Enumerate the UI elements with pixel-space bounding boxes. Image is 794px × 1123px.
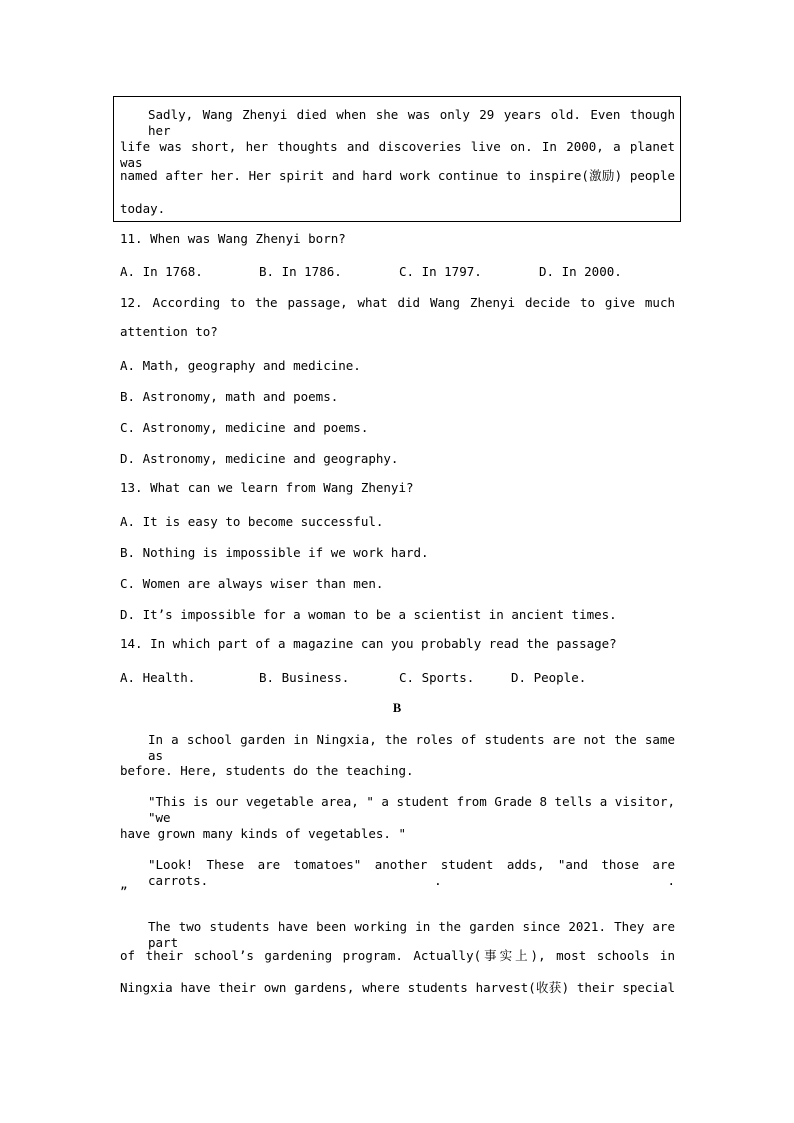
question-14: 14. In which part of a magazine can you probably read the passage? — [120, 636, 617, 651]
q14-option-c: C. Sports. — [399, 670, 475, 685]
b-p4-line-1: The two students have been working in the garden since 2021. They are part — [148, 919, 675, 950]
b-p2-line-1: "This is our vegetable area, " a student from Grade 8 tells a visitor, "we — [148, 794, 675, 825]
q12-option-a: A. Math, geography and medicine. — [120, 358, 361, 373]
b-p1-line-1: In a school garden in Ningxia, the roles of students are not the same as — [148, 732, 675, 763]
q12-option-d: D. Astronomy, medicine and geography. — [120, 451, 399, 466]
b-p1-line-2: before. Here, students do the teaching. — [120, 763, 414, 778]
q11-option-c: C. In 1797. — [399, 264, 482, 279]
question-12-line-2: attention to? — [120, 324, 218, 339]
q13-option-d: D. It’s impossible for a woman to be a scientist in ancient times. — [120, 607, 617, 622]
b-p4-line-3: Ningxia have their own gardens, where students harvest(收获) their special — [120, 980, 675, 995]
b-p3-line-1: "Look! These are tomatoes" another student adds, "and those are carrots. . . — [148, 857, 675, 888]
q12-option-c: C. Astronomy, medicine and poems. — [120, 420, 369, 435]
q14-option-a: A. Health. — [120, 670, 196, 685]
box-line-3: named after her. Her spirit and hard work continue to inspire(激励) people — [120, 168, 675, 183]
b-p3-line-2: ” — [120, 884, 128, 899]
q11-option-d: D. In 2000. — [539, 264, 622, 279]
box-line-4: today. — [120, 201, 166, 216]
section-heading: B — [392, 701, 402, 715]
question-12-line-1: 12. According to the passage, what did Wang Zhenyi decide to give much — [120, 295, 675, 310]
q13-option-b: B. Nothing is impossible if we work hard. — [120, 545, 429, 560]
q11-option-a: A. In 1768. — [120, 264, 203, 279]
q12-option-b: B. Astronomy, math and poems. — [120, 389, 339, 404]
q14-option-d: D. People. — [511, 670, 587, 685]
b-p4-line-2: of their school’s gardening program. Actually(事实上), most schools in — [120, 948, 675, 963]
box-line-2: life was short, her thoughts and discoveries live on. In 2000, a planet was — [120, 139, 675, 170]
q14-option-b: B. Business. — [259, 670, 350, 685]
q13-option-a: A. It is easy to become successful. — [120, 514, 384, 529]
b-p2-line-2: have grown many kinds of vegetables. " — [120, 826, 406, 841]
question-13: 13. What can we learn from Wang Zhenyi? — [120, 480, 414, 495]
box-line-1: Sadly, Wang Zhenyi died when she was only 29 years old. Even though her — [148, 107, 675, 138]
q11-option-b: B. In 1786. — [259, 264, 342, 279]
question-11: 11. When was Wang Zhenyi born? — [120, 231, 346, 246]
q13-option-c: C. Women are always wiser than men. — [120, 576, 384, 591]
